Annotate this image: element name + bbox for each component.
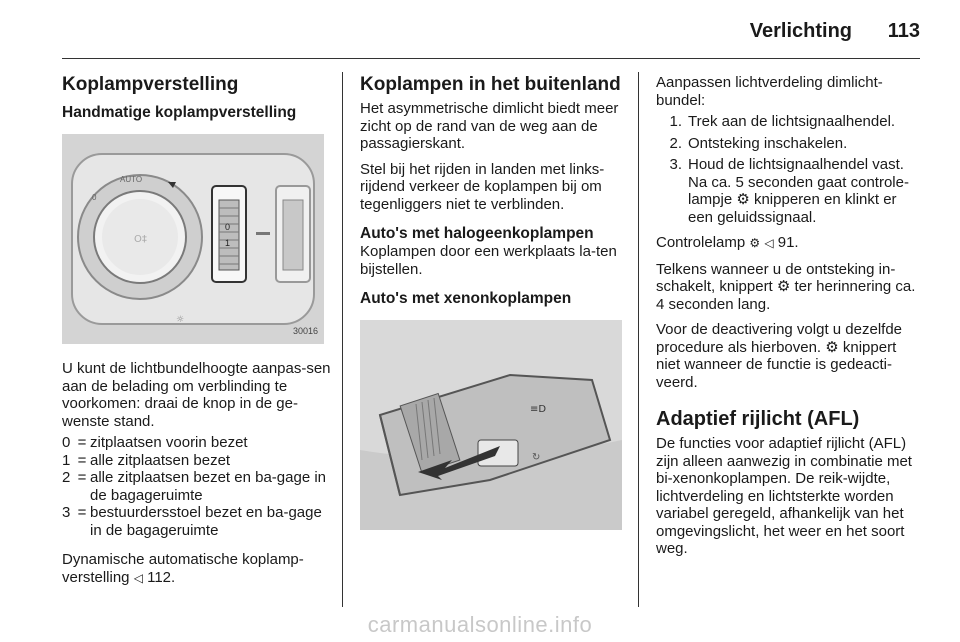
svg-text:≡D: ≡D <box>530 404 547 415</box>
list-item: 2. Ontsteking inschakelen. <box>669 134 848 152</box>
column-divider-1 <box>342 72 343 607</box>
svg-text:0: 0 <box>225 222 231 232</box>
header-rule <box>62 58 920 59</box>
subheading-handmatig: Handmatige koplampverstelling <box>62 104 297 121</box>
indicator-lamp-icon: ⚙ <box>749 236 761 250</box>
subheading-halogeen: Auto's met halogeenkoplampen <box>360 225 594 242</box>
paragraph-asymmetrisch: Het asymmetrische dimlicht biedt meer zicht op de rand van de weg aan de passagierskant. <box>360 100 619 152</box>
step-list <box>656 113 922 226</box>
column-3 <box>656 74 922 558</box>
paragraph-aanpassen: Aanpassen lichtverdeling dimlicht-bundel: <box>656 74 883 109</box>
watermark: carmanualsonline.info <box>367 612 593 637</box>
svg-text:☼: ☼ <box>176 315 185 325</box>
column-1 <box>62 74 332 587</box>
svg-text:↻: ↻ <box>532 452 541 463</box>
column-divider-2 <box>638 72 639 607</box>
section-heading-afl: Adaptief rijlicht (AFL) <box>656 408 860 430</box>
paragraph-telkens: Telkens wanneer u de ontsteking in-schakelt, knippert ⚙ ter herinnering ca. 4 seconden lang. <box>656 260 916 313</box>
section-heading-koplampverstelling: Koplampverstelling <box>62 74 239 95</box>
headlight-switch-illustration <box>62 134 324 344</box>
page-reference-icon: ◁ <box>764 236 774 250</box>
paragraph-controlelamp: Controlelamp ⚙ ◁ 91. <box>656 234 799 251</box>
legend-row: 3 = bestuurdersstoel bezet en ba-gage in de bagageruimte <box>62 504 322 539</box>
column-2 <box>360 74 626 530</box>
legend-row: 2 = alle zitplaatsen bezet en ba-gage in de bagageruimte <box>62 469 327 504</box>
page-reference-link[interactable]: 91. <box>777 234 799 251</box>
subheading-xenon: Auto's met xenonkoplampen <box>360 290 572 307</box>
figure-number: 30016 <box>292 325 318 336</box>
paragraph-linksrijdend: Stel bij het rijden in landen met links-rijdend verkeer de koplampen bij om tegenliggers niet te verblinden. <box>360 160 605 213</box>
page-reference-icon: ◁ <box>133 570 143 585</box>
legend-row: 1 = alle zitplaatsen bezet <box>62 451 231 469</box>
list-item: 3. Houd de lichtsignaalhendel vast. Na ca. 5 seconden gaat controle-lampje ⚙ knipperen en klinkt er een geluidssignaal. <box>669 156 909 226</box>
legend-row: 0 = zitplaatsen voorin bezet <box>62 434 248 451</box>
list-item: 1. Trek aan de lichtsignaalhendel. <box>669 113 896 130</box>
page-header <box>0 0 960 62</box>
page-title: Verlichting <box>749 20 852 42</box>
svg-text:O‡: O‡ <box>134 234 147 245</box>
paragraph-halogeen: Koplampen door een werkplaats la-ten bijstellen. <box>360 243 617 278</box>
page-number: 113 <box>887 20 920 42</box>
svg-text:0: 0 <box>92 193 97 202</box>
figure-headlight-switch <box>62 134 324 344</box>
section-heading-buitenland: Koplampen in het buitenland <box>360 74 621 95</box>
svg-text:AUTO: AUTO <box>120 175 143 184</box>
page-reference-link[interactable]: 112. <box>147 568 176 586</box>
intro-paragraph: U kunt de lichtbundelhoogte aanpas-sen aan de belading om verblinding te voorkomen: draai de knop in de ge-wenste stand. <box>62 360 331 430</box>
dynamic-leveling-paragraph: Dynamische automatische koplamp-verstelling ◁ 112. <box>62 551 304 586</box>
paragraph-afl: De functies voor adaptief rijlicht (AFL) zijn alleen aanwezig in combinatie met bi-xenonkoplampen. De reik-wijdte, lichtverdeling en lichtsterkte worden variabel geregeld, afhankelijk van het omgevingslicht, het weer en het soort weg. <box>656 435 912 557</box>
svg-text:1: 1 <box>225 238 231 248</box>
load-legend <box>62 434 332 539</box>
paragraph-deactivering: Voor de deactivering volgt u dezelfde procedure als hierboven. ⚙ knippert niet wanneer de functie is gedeacti-veerd. <box>656 321 902 391</box>
figure-signal-lever <box>360 320 622 530</box>
signal-lever-illustration <box>360 320 622 530</box>
